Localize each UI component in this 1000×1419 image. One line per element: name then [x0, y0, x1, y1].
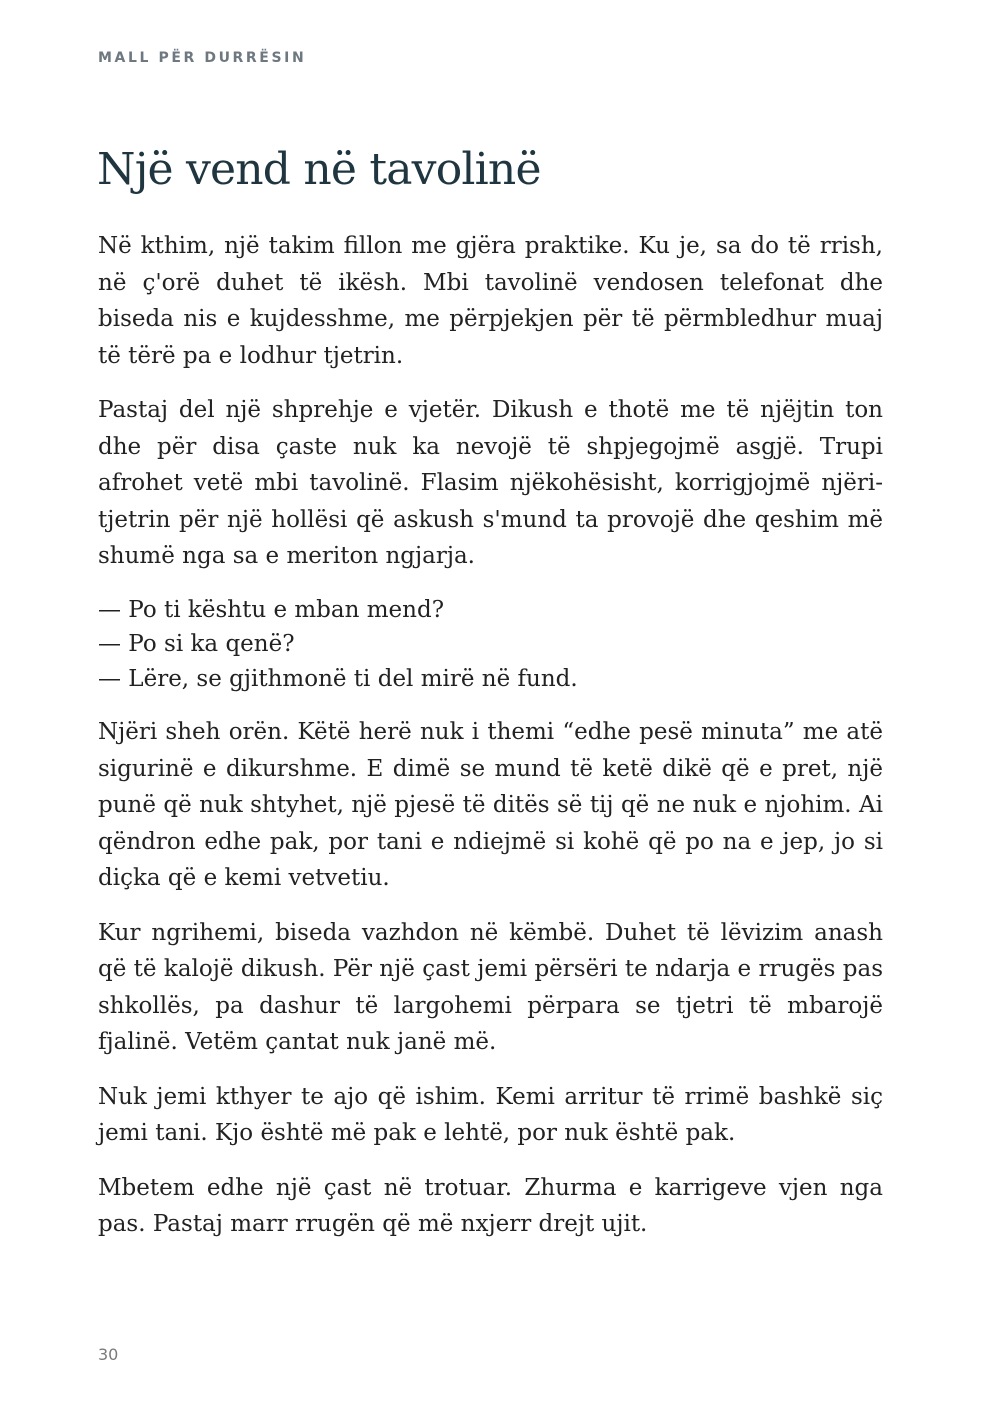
chapter-body [98, 228, 883, 1261]
page-number: 30 [98, 1345, 119, 1364]
paragraph: Kur ngrihemi, biseda vazhdon në këmbë. Duhet të lëvizim anash që të kalojë dikush. Për një çast jemi përsëri te ndarja e rrugës pas shkollës, pa dashur të largohemi përpara se tjetri të mbarojë fjalinë. Vetëm çantat nuk janë më. [98, 919, 883, 1055]
paragraph: Nuk jemi kthyer te ajo që ishim. Kemi arritur të rrimë bashkë siç jemi tani. Kjo është më pak e lehtë, por nuk është pak. [98, 1083, 883, 1146]
dialogue-line: — Po ti kështu e mban mend? [98, 596, 445, 623]
paragraph: Pastaj del një shprehje e vjetër. Dikush e thotë me të njëjtin ton dhe për disa çaste nuk ka nevojë të shpjegojmë asgjë. Trupi afrohet vetë mbi tavolinë. Flasim njëkohësisht, korrigjojmë njëri-tjetrin për një hollësi që askush s'mund ta provojë dhe qeshim më shumë nga sa e meriton ngjarja. [98, 397, 883, 569]
dialogue-block [98, 593, 883, 697]
dialogue-line: — Po si ka qenë? [98, 631, 295, 657]
paragraph: Njëri sheh orën. Këtë herë nuk i themi “edhe pesë minuta” me atë sigurinë e dikurshme. E dimë se mund të ketë dikë që e pret, një punë që nuk shtyhet, një pjesë të ditës së tij që ne nuk e njohim. Ai qëndron edhe pak, por tani e ndiejmë si kohë që po na e jep, jo si diçka që e kemi vetvetiu. [98, 719, 883, 891]
paragraph: Mbetem edhe një çast në trotuar. Zhurma e karrigeve vjen nga pas. Pastaj marr rrugën që më nxjerr drejt ujit. [98, 1174, 883, 1237]
dialogue-line: — Lëre, se gjithmonë ti del mirë në fund. [98, 665, 578, 692]
chapter-title: Një vend në tavolinë [97, 144, 541, 195]
paragraph: Në kthim, një takim fillon me gjëra praktike. Ku je, sa do të rrish, në ç'orë duhet të ikësh. Mbi tavolinë vendosen telefonat dhe biseda nis e kujdesshme, me përpjekjen për të përmbledhur muaj të tërë pa e lodhur tjetrin. [98, 233, 883, 369]
running-header: MALL PËR DURRËSIN [98, 50, 307, 66]
